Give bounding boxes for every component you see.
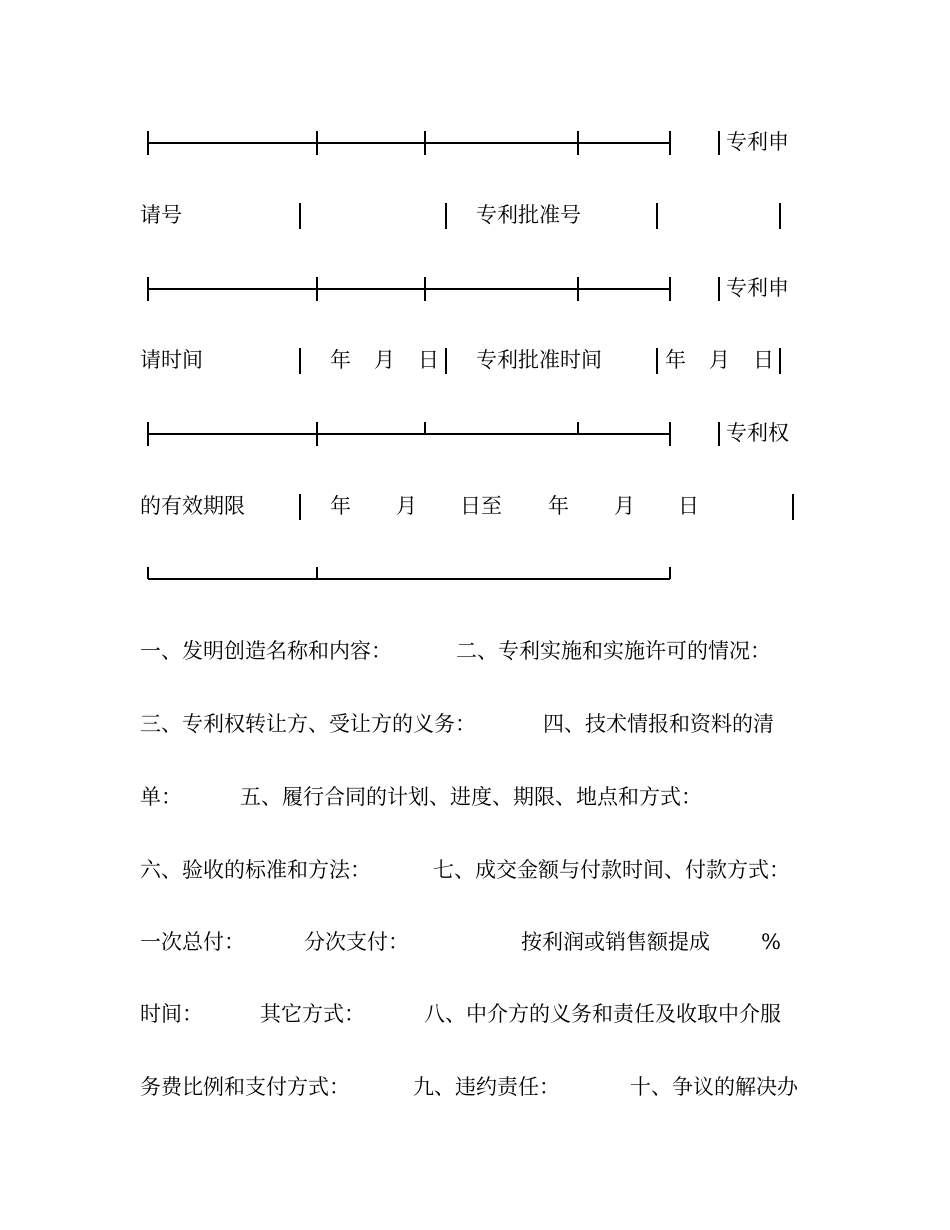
label-application-no-part2: 请号 (140, 203, 182, 227)
label-validity-part2: 的有效期限 (140, 494, 245, 518)
section-2: 二、专利实施和实施许可的情况： (456, 639, 771, 663)
payment-time: 时间： (140, 1002, 203, 1026)
label-validity-part1: 专利权 (726, 421, 789, 445)
section-8-part1: 八、中介方的义务和责任及收取中介服 (424, 1002, 781, 1026)
valid-to-day-unit: 日 (678, 494, 699, 518)
grant-month-unit: 月 (709, 348, 730, 372)
section-9: 九、违约责任： (413, 1075, 560, 1099)
valid-from-month-unit: 月 (396, 494, 417, 518)
payment-other: 其它方式： (260, 1002, 365, 1026)
label-grant-no: 专利批准号 (476, 203, 581, 227)
section-3: 三、专利权转让方、受让方的义务： (140, 712, 476, 736)
section-10: 十、争议的解决办 (630, 1075, 798, 1099)
grant-year-unit: 年 (665, 348, 686, 372)
section-1: 一、发明创造名称和内容： (140, 639, 392, 663)
valid-to-month-unit: 月 (614, 494, 635, 518)
section-7: 七、成交金额与付款时间、付款方式： (433, 858, 790, 882)
grant-day-unit: 日 (753, 348, 774, 372)
label-application-time-part2: 请时间 (140, 348, 203, 372)
app-day-unit: 日 (418, 348, 439, 372)
payment-royalty: 按利润或销售额提成 (521, 930, 710, 954)
app-year-unit: 年 (330, 348, 351, 372)
percent-sign: % (761, 930, 781, 954)
valid-from-day-to: 日至 (460, 494, 502, 518)
valid-to-year-unit: 年 (548, 494, 569, 518)
section-6: 六、验收的标准和方法： (140, 858, 371, 882)
section-4-part1: 四、技术情报和资料的清 (543, 712, 774, 736)
section-5: 五、履行合同的计划、进度、期限、地点和方式： (240, 785, 702, 809)
label-application-no-part1: 专利申 (726, 130, 789, 154)
app-month-unit: 月 (374, 348, 395, 372)
label-grant-time: 专利批准时间 (476, 348, 602, 372)
label-application-time-part1: 专利申 (726, 276, 789, 300)
payment-lump-sum: 一次总付： (140, 930, 245, 954)
section-8-part2: 务费比例和支付方式： (140, 1075, 350, 1099)
valid-from-year-unit: 年 (330, 494, 351, 518)
section-4-part2: 单： (140, 785, 182, 809)
payment-installments: 分次支付： (304, 930, 409, 954)
